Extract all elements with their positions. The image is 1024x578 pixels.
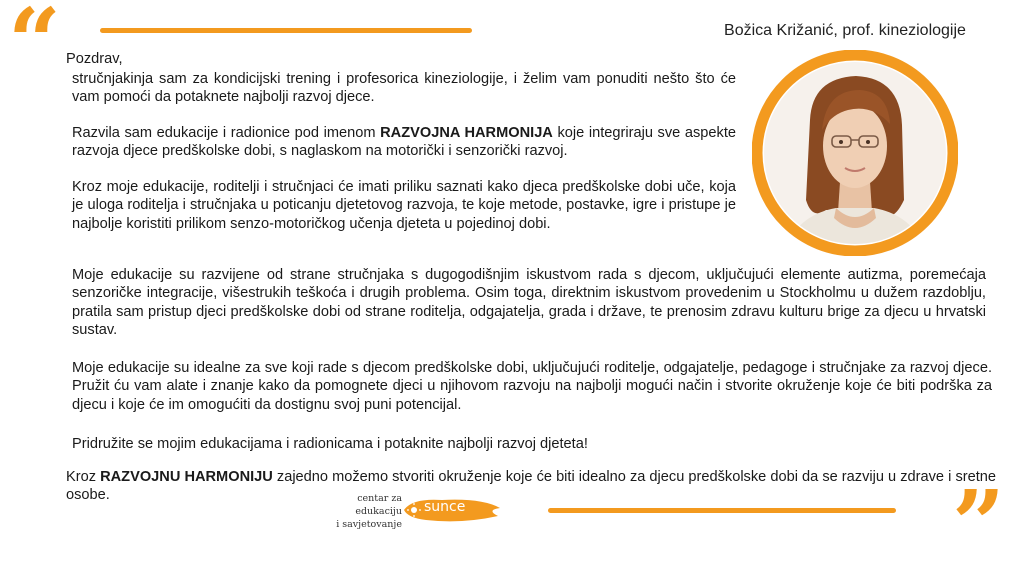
paragraph-program: [66, 124, 736, 161]
paragraph-audience-text: Moje edukacije su idealne za sve koji rade s djecom predškolske dobi, uključujući roditelje, odgajatelje, pedagoge i stručnjake za razvoj djece. Pružit ću vam alate i znanje kako da pomognete djeci u njihovom razvoju na najbolji mogući način i stvorite okruženje koje će biti podrška za djecu i koje će im omogućiti da dostignu svoj puni potencijal.: [72, 360, 992, 413]
program-text-before: Razvila sam edukacije i radionice pod imenom: [72, 125, 381, 141]
paragraph-intro: [66, 70, 736, 107]
paragraph-invitation: [66, 435, 926, 453]
paragraph-closing: [66, 468, 996, 505]
sunce-logo: [308, 492, 508, 532]
top-divider: [100, 28, 472, 33]
author-name: Božica Križanić, prof. kineziologije: [724, 22, 966, 39]
author-portrait: [752, 50, 958, 256]
paragraph-learning-text: Kroz moje edukacije, roditelji i stručnjaci će imati priliku saznati kako djeca predškolske dobi uče, koja je uloga roditelja i stručnjaka u poticanju djetetovog razvoja, te koje metode, postavke, igre i pristupe je najbolje koristiti prilikom senzo-motoričkog učenja djeteta u pojedinoj dobi.: [72, 179, 736, 232]
program-name: RAZVOJNA HARMONIJA: [380, 125, 553, 141]
paragraph-intro-text: stručnjakinja sam za kondicijski trening i profesorica kineziologije, i želim vam ponuditi nešto što će vam pomoći da potaknete najbolji razvoj djece.: [72, 71, 736, 106]
close-quote-icon: ”: [952, 470, 1005, 578]
logo-name: sunce: [424, 499, 466, 515]
logo-tagline-line1: centar za edukaciju: [355, 493, 402, 517]
closing-text-before: Kroz: [66, 469, 101, 485]
closing-text-after: zajedno možemo stvoriti okruženje koje će biti idealno za djecu predškolske dobi da se razviju u zdrave i sretne osobe.: [66, 469, 997, 504]
logo-tagline: [308, 492, 402, 531]
bottom-divider: [548, 508, 896, 513]
paragraph-invitation-text: Pridružite se mojim edukacijama i radionicama i potaknite najbolji razvoj djeteta!: [72, 436, 588, 452]
closing-program-name: RAZVOJNU HARMONIJU: [100, 469, 273, 485]
logo-tagline-line2: i savjetovanje: [336, 519, 402, 530]
program-text-after: koje integriraju sve aspekte razvoja djece predškolske dobi, s naglaskom na motorički i senzorički razvoj.: [72, 125, 737, 160]
paragraph-audience: [66, 359, 992, 414]
paragraph-experience: [66, 266, 986, 339]
paragraph-learning: [66, 178, 736, 233]
paragraph-experience-text: Moje edukacije su razvijene od strane stručnjaka s dugogodišnjim iskustvom rada s djecom, uključujući elemente autizma, poremećaja senzoričke integracije, višestrukih teškoća i drugih problema. Osim toga, direktnim iskustvom provedenim u Stockholmu u dužem razdoblju, pratila sam pristup djeci predškolske dobi od strane roditelja, odgajatelja, grada i države, te prenosim zdravu kulturu brige za djecu u hrvatski sustav.: [72, 267, 986, 338]
open-quote-icon: “: [8, 0, 61, 96]
greeting: Pozdrav,: [66, 51, 123, 67]
